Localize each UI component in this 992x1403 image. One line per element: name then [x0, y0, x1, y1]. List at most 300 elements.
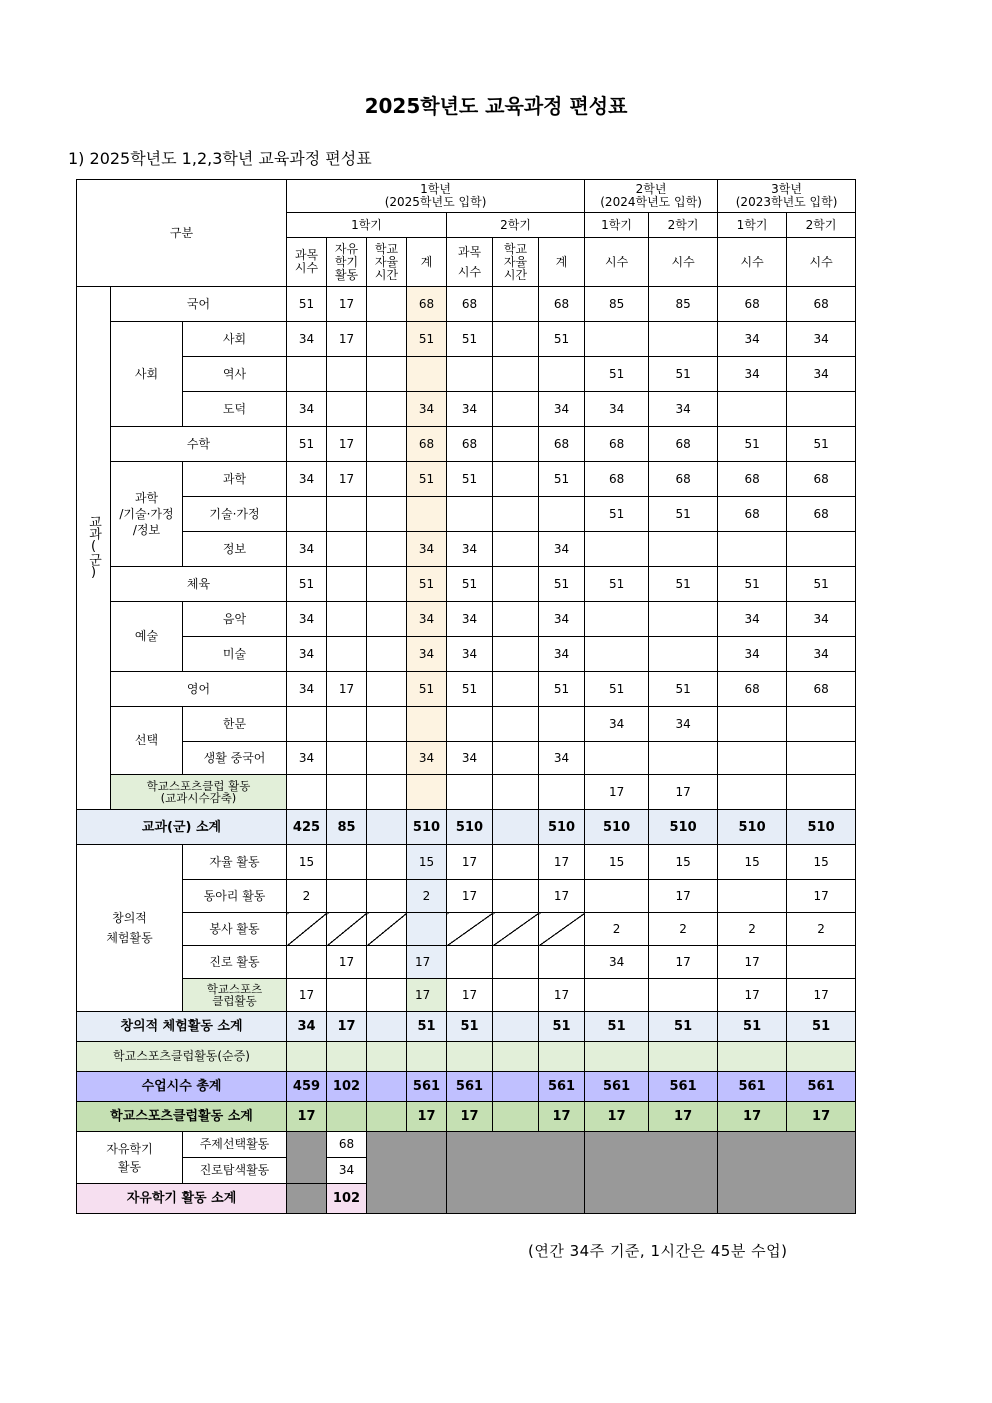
diagonal-cell [327, 913, 367, 946]
header-g3-sem1: 1학기 [718, 213, 787, 238]
cell [327, 979, 367, 1012]
cell [585, 322, 649, 357]
cell: 34 [447, 602, 493, 637]
cell: 51 [787, 1012, 856, 1042]
cell: 17 [407, 946, 447, 979]
cell: 68 [447, 427, 493, 462]
group-arts: 예술 [111, 602, 183, 672]
grade2-label: 2학년 [635, 182, 667, 196]
cell [367, 707, 407, 742]
row-label: 사회 [183, 322, 287, 357]
cell: 17 [407, 979, 447, 1012]
cell: 102 [327, 1184, 367, 1214]
grade3-label: 3학년 [771, 182, 802, 196]
header-hours-g2s2: 시수 [649, 238, 718, 287]
cell [493, 637, 539, 672]
cell [585, 532, 649, 567]
cell [327, 637, 367, 672]
cell [407, 1042, 447, 1072]
cell: 68 [649, 427, 718, 462]
row-label: 봉사 활동 [183, 913, 287, 946]
header-g3-sem2: 2학기 [787, 213, 856, 238]
grade2-sub: (2024학년도 입학) [600, 195, 702, 209]
cell: 17 [649, 946, 718, 979]
header-category: 구분 [77, 180, 287, 287]
cell: 34 [539, 392, 585, 427]
cell [367, 427, 407, 462]
cell [718, 775, 787, 810]
cell: 17 [327, 672, 367, 707]
cell [367, 810, 407, 845]
diagonal-cell [493, 913, 539, 946]
cell: 17 [649, 1102, 718, 1132]
cell: 15 [718, 845, 787, 880]
cell: 17 [327, 322, 367, 357]
cell [493, 1042, 539, 1072]
grade3-sub: (2023학년도 입학) [735, 195, 838, 209]
cell: 34 [407, 602, 447, 637]
cell: 561 [407, 1072, 447, 1102]
cell: 17 [718, 1102, 787, 1132]
group-science: 과학 /기술·가정 /정보 [111, 462, 183, 567]
row-label: 주제선택활동 [183, 1132, 287, 1158]
cell [367, 357, 407, 392]
header-school-autonomy-2: 학교 자율 시간 [493, 238, 539, 287]
cell: 17 [327, 287, 367, 322]
cell: 51 [287, 567, 327, 602]
header-school-autonomy: 학교 자율 시간 [367, 238, 407, 287]
diagonal-cell [287, 913, 327, 946]
cell: 17 [447, 880, 493, 913]
cell: 510 [407, 810, 447, 845]
cell: 2 [407, 880, 447, 913]
row-label: 교과(군) 소계 [77, 810, 287, 845]
cell [585, 742, 649, 775]
cell: 34 [539, 532, 585, 567]
cell: 34 [539, 637, 585, 672]
cell [649, 322, 718, 357]
row-label: 수학 [111, 427, 287, 462]
cell: 15 [787, 845, 856, 880]
cell: 34 [447, 742, 493, 775]
cell [327, 602, 367, 637]
cell: 68 [787, 462, 856, 497]
table-row [77, 979, 856, 1012]
cell [585, 880, 649, 913]
cell: 68 [539, 287, 585, 322]
cell [493, 1102, 539, 1132]
cell: 15 [287, 845, 327, 880]
cell: 68 [585, 427, 649, 462]
cell: 17 [327, 427, 367, 462]
cell: 510 [585, 810, 649, 845]
cell: 51 [585, 567, 649, 602]
cell: 51 [447, 672, 493, 707]
header-grade3 [718, 180, 856, 213]
cell: 17 [447, 979, 493, 1012]
cell: 51 [407, 322, 447, 357]
cell [787, 1042, 856, 1072]
cell [287, 357, 327, 392]
cell: 2 [718, 913, 787, 946]
cell: 17 [718, 946, 787, 979]
cell [287, 707, 327, 742]
cell: 51 [649, 672, 718, 707]
cell: 68 [787, 497, 856, 532]
table-row [77, 880, 856, 913]
cell: 17 [539, 1102, 585, 1132]
row-label: 창의적 체험활동 소계 [77, 1012, 287, 1042]
cell: 51 [585, 497, 649, 532]
cell: 34 [287, 742, 327, 775]
cell: 68 [718, 672, 787, 707]
cell: 17 [327, 946, 367, 979]
cell: 51 [539, 1012, 585, 1042]
cell: 425 [287, 810, 327, 845]
cell [493, 946, 539, 979]
cell: 85 [327, 810, 367, 845]
cell [367, 845, 407, 880]
cell [327, 880, 367, 913]
cell: 68 [787, 672, 856, 707]
row-label: 학교스포츠클럽활동 소계 [77, 1102, 287, 1132]
cell: 17 [585, 1102, 649, 1132]
row-label: 정보 [183, 532, 287, 567]
cell: 34 [585, 707, 649, 742]
gray-cell [287, 1184, 327, 1214]
cell: 34 [539, 742, 585, 775]
cell [493, 322, 539, 357]
cell [327, 357, 367, 392]
gray-cell [447, 1132, 585, 1214]
cell: 34 [407, 532, 447, 567]
header-subject-hours: 과목 시수 [287, 238, 327, 287]
table-row [77, 1132, 856, 1158]
row-label: 음악 [183, 602, 287, 637]
cell [367, 532, 407, 567]
cell [493, 287, 539, 322]
table-row [77, 672, 856, 707]
page-title: 2025학년도 교육과정 편성표 [364, 94, 628, 118]
cell [649, 1042, 718, 1072]
cell [447, 775, 493, 810]
cell: 68 [718, 462, 787, 497]
cell [447, 1042, 493, 1072]
cell: 85 [585, 287, 649, 322]
cell: 102 [327, 1072, 367, 1102]
table-row [77, 913, 856, 946]
cell [585, 602, 649, 637]
cell [585, 979, 649, 1012]
cell [649, 637, 718, 672]
cell [367, 1072, 407, 1102]
row-label: 자율 활동 [183, 845, 287, 880]
cell [493, 810, 539, 845]
cell: 51 [539, 462, 585, 497]
header-free-semester: 자유 학기 활동 [327, 238, 367, 287]
cell: 34 [649, 707, 718, 742]
cell: 510 [718, 810, 787, 845]
row-label: 체육 [111, 567, 287, 602]
cell [447, 497, 493, 532]
subjects-group-label: 교과(군) [77, 287, 111, 810]
cell [367, 1042, 407, 1072]
cell: 51 [407, 462, 447, 497]
table-row [77, 845, 856, 880]
cell [539, 497, 585, 532]
cell: 34 [447, 637, 493, 672]
cell: 51 [585, 357, 649, 392]
gray-cell [585, 1132, 718, 1214]
cell [493, 979, 539, 1012]
cell: 561 [718, 1072, 787, 1102]
cell: 51 [787, 427, 856, 462]
cell [407, 707, 447, 742]
cell [493, 1072, 539, 1102]
header-grade2 [585, 180, 718, 213]
row-label: 학교스포츠 클럽활동 [183, 979, 287, 1012]
cell [287, 946, 327, 979]
cell [493, 567, 539, 602]
cell [447, 707, 493, 742]
table-row [77, 497, 856, 532]
cell: 68 [447, 287, 493, 322]
cell [287, 1042, 327, 1072]
row-label: 진로 활동 [183, 946, 287, 979]
cell: 17 [539, 845, 585, 880]
cell: 17 [407, 1102, 447, 1132]
cell: 34 [539, 602, 585, 637]
cell: 34 [585, 392, 649, 427]
cell [327, 742, 367, 775]
footer-note: (연간 34주 기준, 1시간은 45분 수업) [528, 1242, 788, 1260]
cell: 17 [447, 845, 493, 880]
cell: 17 [649, 880, 718, 913]
cell [327, 707, 367, 742]
cell [367, 1012, 407, 1042]
cell [327, 1042, 367, 1072]
cell: 34 [327, 1158, 367, 1184]
cell [367, 880, 407, 913]
table-row [77, 287, 856, 322]
cell: 17 [649, 775, 718, 810]
cell: 510 [539, 810, 585, 845]
cell [493, 497, 539, 532]
cell: 561 [447, 1072, 493, 1102]
cell [367, 672, 407, 707]
cell [649, 979, 718, 1012]
table-row [77, 946, 856, 979]
group-free-semester: 자유학기 활동 [77, 1132, 183, 1184]
table-row [77, 462, 856, 497]
cell [787, 742, 856, 775]
sports-net-row [77, 1042, 856, 1072]
row-label: 한문 [183, 707, 287, 742]
cell [493, 880, 539, 913]
cell [367, 322, 407, 357]
cell: 510 [787, 810, 856, 845]
cell: 51 [287, 427, 327, 462]
cell: 51 [649, 357, 718, 392]
cell [493, 427, 539, 462]
cell: 51 [718, 1012, 787, 1042]
cell: 561 [585, 1072, 649, 1102]
diagonal-cell [539, 913, 585, 946]
cell [407, 913, 447, 946]
cell: 68 [718, 497, 787, 532]
cell [367, 497, 407, 532]
cell [787, 392, 856, 427]
curriculum-table-wrap [76, 179, 856, 1214]
row-label: 동아리 활동 [183, 880, 287, 913]
subtotal-subjects-row [77, 810, 856, 845]
cell: 34 [447, 392, 493, 427]
table-row [77, 392, 856, 427]
cell: 34 [287, 322, 327, 357]
cell: 51 [539, 672, 585, 707]
cell [493, 742, 539, 775]
cell: 85 [649, 287, 718, 322]
row-label: 생활 중국어 [183, 742, 287, 775]
table-row [77, 567, 856, 602]
cell [539, 946, 585, 979]
row-label: 과학 [183, 462, 287, 497]
cell: 561 [649, 1072, 718, 1102]
cell: 34 [718, 357, 787, 392]
cell: 34 [407, 637, 447, 672]
header-g2-sem2: 2학기 [649, 213, 718, 238]
cell [447, 357, 493, 392]
row-label: 학교스포츠클럽 활동 (교과시수감축) [111, 775, 287, 810]
cell: 68 [787, 287, 856, 322]
cell: 34 [407, 742, 447, 775]
cell: 34 [407, 392, 447, 427]
table-row [77, 775, 856, 810]
cell: 510 [649, 810, 718, 845]
total-hours-row [77, 1072, 856, 1102]
cell: 510 [447, 810, 493, 845]
table-row [77, 637, 856, 672]
table-row [77, 532, 856, 567]
row-label: 역사 [183, 357, 287, 392]
row-label: 진로탐색활동 [183, 1158, 287, 1184]
cell [539, 707, 585, 742]
cell: 51 [718, 567, 787, 602]
cell: 68 [407, 427, 447, 462]
header-g1-sem2: 2학기 [447, 213, 585, 238]
group-social: 사회 [111, 322, 183, 427]
cell: 17 [327, 462, 367, 497]
row-label: 도덕 [183, 392, 287, 427]
cell [367, 602, 407, 637]
cell: 561 [787, 1072, 856, 1102]
cell: 17 [287, 1102, 327, 1132]
cell: 34 [287, 602, 327, 637]
cell [407, 775, 447, 810]
cell: 2 [585, 913, 649, 946]
diagonal-cell [367, 913, 407, 946]
row-label: 자유학기 활동 소계 [77, 1184, 287, 1214]
cell: 51 [539, 322, 585, 357]
cell [718, 1042, 787, 1072]
cell: 2 [787, 913, 856, 946]
header-hours-g3s1: 시수 [718, 238, 787, 287]
cell: 34 [585, 946, 649, 979]
header-hours-g3s2: 시수 [787, 238, 856, 287]
cell: 68 [327, 1132, 367, 1158]
row-label: 국어 [111, 287, 287, 322]
cell: 34 [287, 532, 327, 567]
cell: 34 [287, 672, 327, 707]
cell [367, 979, 407, 1012]
group-elective: 선택 [111, 707, 183, 775]
cell: 34 [718, 322, 787, 357]
cell: 51 [718, 427, 787, 462]
cell: 51 [447, 567, 493, 602]
cell: 17 [787, 1102, 856, 1132]
cell: 51 [407, 672, 447, 707]
row-label: 수업시수 총계 [77, 1072, 287, 1102]
cell [585, 637, 649, 672]
gray-cell [287, 1132, 327, 1184]
cell [327, 775, 367, 810]
subtotal-creative-row [77, 1012, 856, 1042]
cell: 15 [585, 845, 649, 880]
cell: 34 [447, 532, 493, 567]
cell [718, 880, 787, 913]
cell [539, 775, 585, 810]
cell [493, 392, 539, 427]
header-hours-g2s1: 시수 [585, 238, 649, 287]
cell [327, 567, 367, 602]
cell: 2 [649, 913, 718, 946]
table-row [77, 427, 856, 462]
cell [787, 946, 856, 979]
cell [493, 357, 539, 392]
cell [407, 357, 447, 392]
header-subject-hours-2: 과목 시수 [447, 238, 493, 287]
cell [447, 946, 493, 979]
cell: 68 [649, 462, 718, 497]
cell [327, 845, 367, 880]
diagonal-cell [447, 913, 493, 946]
cell [649, 532, 718, 567]
header-g1-sem1: 1학기 [287, 213, 447, 238]
cell: 34 [287, 1012, 327, 1042]
cell: 51 [287, 287, 327, 322]
cell: 68 [539, 427, 585, 462]
cell [649, 742, 718, 775]
cell [367, 567, 407, 602]
row-label: 학교스포츠클럽활동(순증) [77, 1042, 287, 1072]
sports-subtotal-row [77, 1102, 856, 1132]
cell: 459 [287, 1072, 327, 1102]
cell [493, 602, 539, 637]
cell [327, 532, 367, 567]
cell [718, 707, 787, 742]
cell [327, 392, 367, 427]
cell [539, 357, 585, 392]
cell: 51 [447, 322, 493, 357]
cell: 15 [407, 845, 447, 880]
cell [787, 532, 856, 567]
table-row [77, 707, 856, 742]
cell [787, 775, 856, 810]
cell [493, 532, 539, 567]
cell: 51 [447, 462, 493, 497]
cell: 51 [585, 1012, 649, 1042]
cell: 17 [539, 880, 585, 913]
